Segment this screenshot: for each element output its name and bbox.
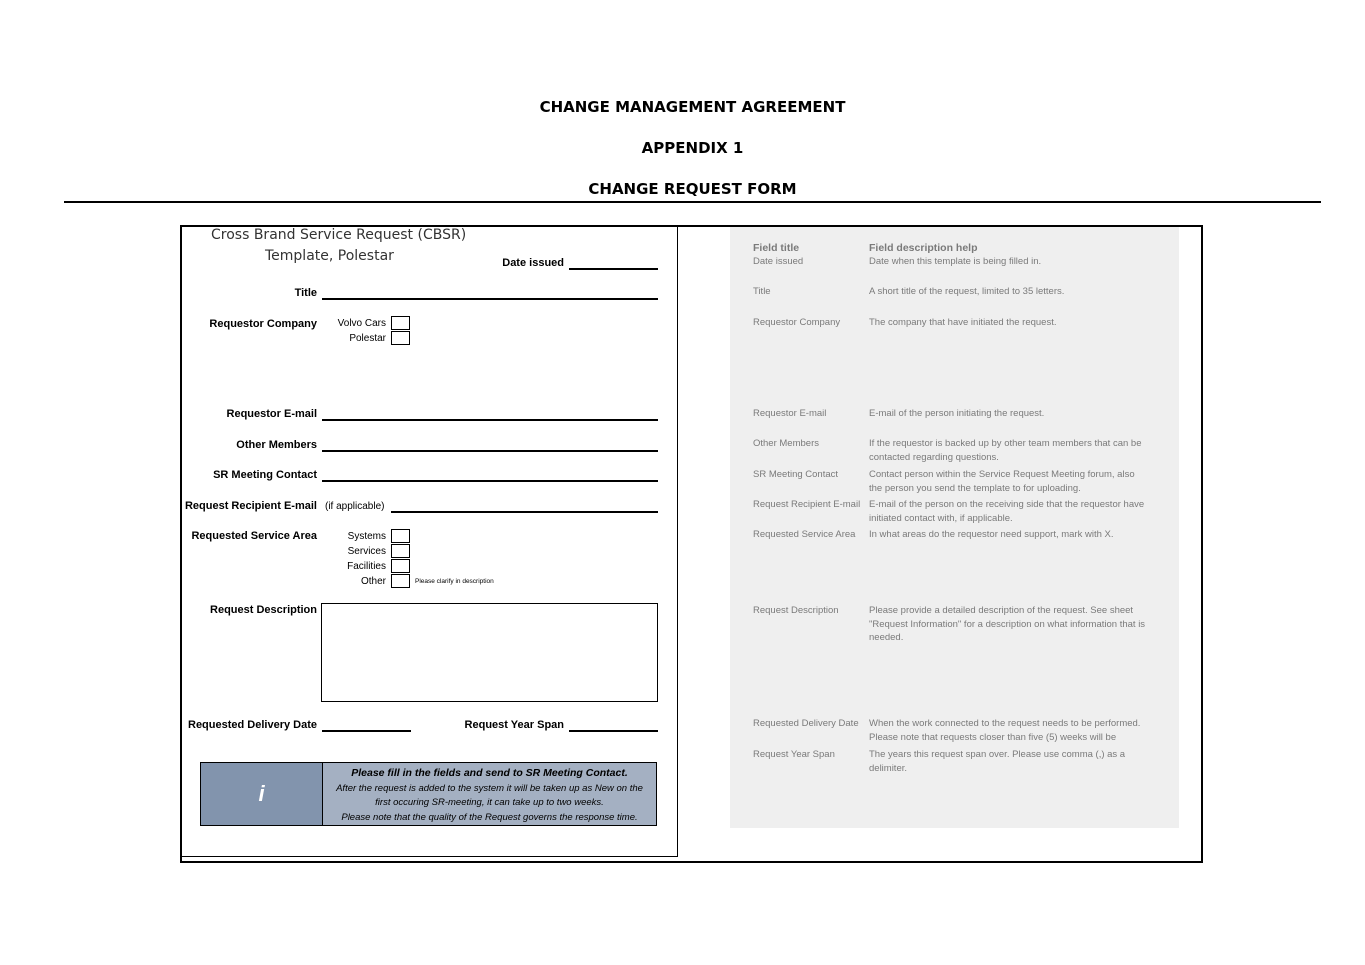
help-row-title: Request Year Span — [753, 749, 835, 760]
sr-meeting-contact-field[interactable] — [322, 480, 658, 482]
description-label: Request Description — [210, 604, 317, 616]
help-row-title: Other Members — [753, 438, 819, 449]
systems-checkbox[interactable] — [391, 529, 410, 543]
year-span-label: Request Year Span — [464, 719, 564, 731]
service-option-label: Services — [347, 546, 386, 557]
help-row-desc: If the requestor is backed up by other team members that can be — [869, 438, 1142, 449]
help-row-desc: E-mail of the person initiating the request. — [869, 408, 1045, 419]
help-row-title: Date issued — [753, 256, 804, 267]
polestar-checkbox[interactable] — [391, 331, 410, 345]
sr-meeting-contact-label: SR Meeting Contact — [213, 469, 317, 481]
service-option-label: Systems — [347, 531, 386, 542]
facilities-checkbox[interactable] — [391, 559, 410, 573]
info-line-3: first occuring SR-meeting, it can take up to two weeks. — [375, 797, 604, 808]
header-divider — [64, 201, 1321, 203]
help-col-title-header: Field title — [753, 242, 800, 254]
cbsr-title: Cross Brand Service Request (CBSR) — [211, 227, 467, 243]
help-row-desc: delimiter. — [869, 762, 908, 774]
description-textarea[interactable] — [321, 603, 658, 702]
help-row-desc: "Request Information" for a description on what information that is — [869, 618, 1146, 630]
help-row-title: Requestor E-mail — [753, 408, 827, 419]
help-row-desc: needed. — [869, 632, 904, 643]
title-label: Title — [294, 287, 317, 299]
info-line-1: Please fill in the fields and send to SR Meeting Contact. — [351, 767, 628, 779]
info-line-4: Please note that the quality of the Request governs the response time. — [341, 811, 638, 823]
help-row-title: Title — [753, 286, 771, 297]
delivery-date-label: Requested Delivery Date — [188, 719, 317, 731]
info-line-2: After the request is added to the system it will be taken up as New on the — [336, 782, 643, 794]
other-members-label: Other Members — [236, 439, 317, 451]
info-box — [200, 762, 657, 826]
date-issued-field[interactable] — [569, 268, 658, 270]
service-area-label: Requested Service Area — [191, 530, 317, 542]
help-row-title: Requestor Company — [753, 317, 841, 328]
help-row-desc: the person you send the template to for uploading. — [869, 482, 1081, 494]
help-row-title: Requested Delivery Date — [753, 718, 859, 729]
recipient-email-field[interactable] — [391, 511, 658, 513]
help-row-desc: contacted regarding questions. — [869, 451, 999, 463]
date-issued-label: Date issued — [502, 257, 564, 269]
help-row-desc: When the work connected to the request needs to be performed. — [869, 718, 1141, 729]
help-row-title: Request Description — [753, 605, 839, 616]
help-row-desc: initiated contact with, if applicable. — [869, 512, 1013, 524]
service-option-label: Other — [360, 576, 386, 587]
service-option-label: Facilities — [347, 561, 386, 572]
help-row-desc: In what areas do the requestor need support, mark with X. — [869, 529, 1114, 540]
other-members-field[interactable] — [322, 450, 658, 452]
doc-title: CHANGE MANAGEMENT AGREEMENT — [539, 98, 846, 116]
help-row-desc: Contact person within the Service Request Meeting forum, also — [869, 469, 1135, 480]
info-icon: i — [201, 763, 323, 825]
volvo-cars-checkbox[interactable] — [391, 316, 410, 330]
info-text — [323, 766, 656, 825]
title-field[interactable] — [322, 298, 658, 300]
cbsr-subtitle: Template, Polestar — [265, 248, 394, 264]
help-row-title: SR Meeting Contact — [753, 469, 839, 480]
please-clarify-note: Please clarify in description — [415, 578, 494, 585]
delivery-date-field[interactable] — [322, 730, 411, 732]
services-checkbox[interactable] — [391, 544, 410, 558]
if-applicable-note: (if applicable) — [325, 501, 385, 512]
appendix-title: APPENDIX 1 — [641, 139, 744, 157]
year-span-field[interactable] — [569, 730, 658, 732]
help-row-desc: Please note that requests closer than five (5) weeks will be — [869, 731, 1117, 743]
help-row-desc: E-mail of the person on the receiving side that the requestor have — [869, 499, 1145, 510]
help-row-title: Request Recipient E-mail — [753, 499, 861, 510]
company-option-label: Volvo Cars — [337, 318, 386, 329]
form-title: CHANGE REQUEST FORM — [588, 180, 797, 198]
requestor-email-label: Requestor E-mail — [226, 408, 317, 420]
other-checkbox[interactable] — [391, 574, 410, 588]
help-row-desc: The company that have initiated the request. — [869, 317, 1057, 328]
company-option-label: Polestar — [349, 333, 386, 344]
help-row-desc: Please provide a detailed description of the request. See sheet — [869, 605, 1134, 616]
help-row-desc: Date when this template is being filled in. — [869, 256, 1042, 267]
help-col-desc-header: Field description help — [869, 242, 978, 254]
requestor-email-field[interactable] — [322, 419, 658, 421]
recipient-email-label: Request Recipient E-mail — [184, 500, 317, 512]
help-row-title: Requested Service Area — [753, 529, 856, 540]
requestor-company-label: Requestor Company — [209, 318, 317, 330]
help-row-desc: A short title of the request, limited to 35 letters. — [869, 286, 1065, 297]
help-row-desc: The years this request span over. Please use comma (,) as a — [869, 749, 1126, 760]
